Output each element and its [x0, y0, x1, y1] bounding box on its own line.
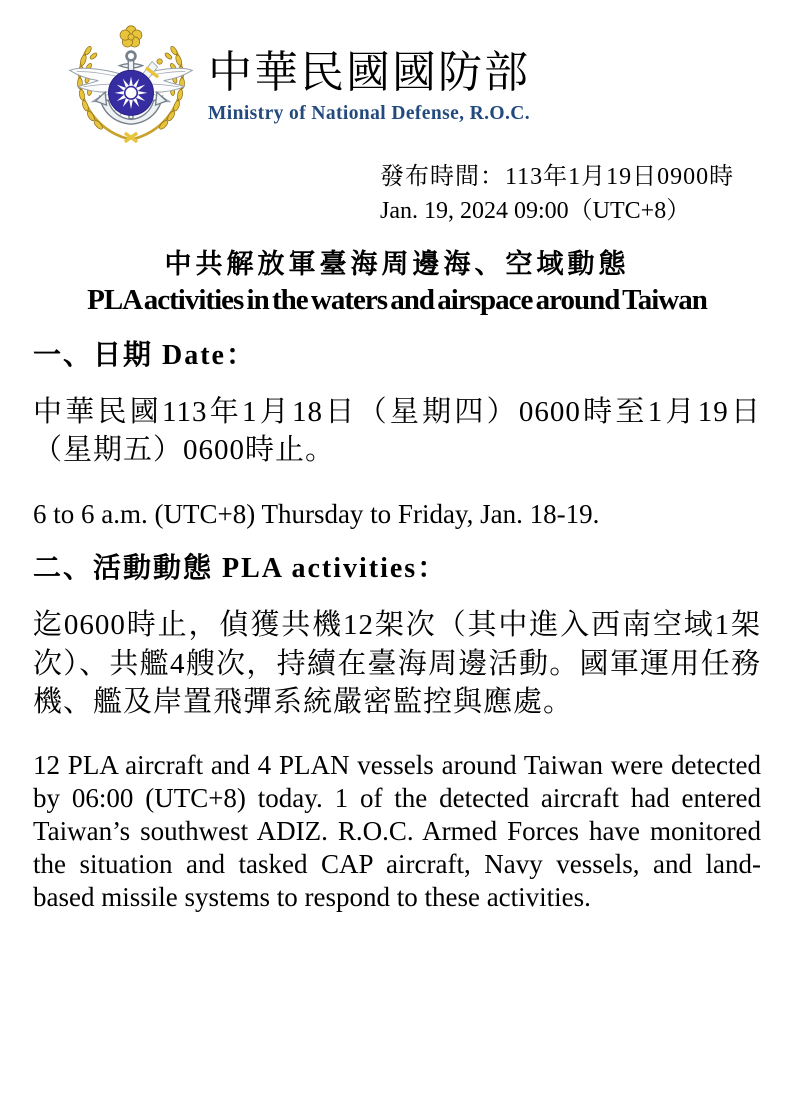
document-title [0, 242, 794, 317]
section-activities-heading: 二、活動動態 PLA activities： [33, 553, 448, 585]
section-activities-paragraph-en: 12 PLA aircraft and 4 PLAN vessels around Taiwan were detected by 06:00 (UTC+8) today. 1 of the detected aircraft had entered Taiwan’s southwest ADIZ. R.O.C. Armed Forces have monitored the situation and tasked CAP aircraft, Navy vessels, and land-based missile systems to respond to these activities. [33, 750, 761, 913]
release-time-zh: 發布時間：113年1月19日0900時 [380, 164, 735, 190]
section-date [0, 333, 794, 530]
org-identity [208, 48, 530, 125]
header [62, 22, 794, 148]
document-title-en: PLA activities in the waters and airspace around Taiwan [87, 284, 707, 316]
mnd-emblem-logo [62, 22, 200, 148]
release-time-en: Jan. 19, 2024 09:00（UTC+8） [380, 198, 691, 224]
plum-blossom-icon [120, 26, 142, 47]
section-date-paragraph-zh: 中華民國113年1月18日（星期四）0600時至1月19日（星期五）0600時止。 [33, 396, 761, 467]
release-time [380, 160, 764, 228]
section-activities-paragraph-zh: 迄0600時止，偵獲共機12架次（其中進入西南空域1架次）、共艦4艘次，持續在臺海周邊活動。國軍運用任務機、艦及岸置飛彈系統嚴密監控與應處。 [33, 609, 761, 718]
org-name-en: Ministry of National Defense, R.O.C. [208, 102, 531, 124]
section-activities [0, 546, 794, 913]
document-title-zh: 中共解放軍臺海周邊海、空域動態 [164, 249, 630, 279]
section-date-heading: 一、日期 Date： [33, 340, 256, 371]
section-date-paragraph-en: 6 to 6 a.m. (UTC+8) Thursday to Friday, Jan. 18-19. [33, 498, 600, 529]
org-name-zh: 中華民國國防部 [208, 48, 530, 97]
sun-emblem-icon [109, 70, 154, 115]
